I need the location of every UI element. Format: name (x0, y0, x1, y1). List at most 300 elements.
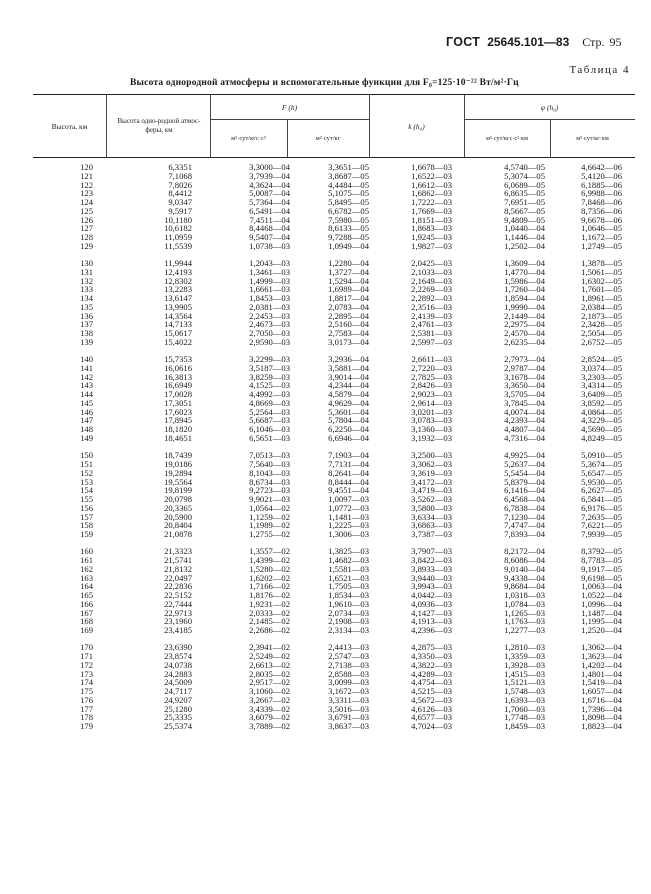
cell-f-unit1: 3,7889—02 (249, 721, 290, 732)
cell-k: 1,8151—03 (411, 214, 452, 225)
cell-height: 127 (80, 223, 93, 234)
cell-phi-unit1: 1,0318—03 (504, 590, 545, 601)
cell-phi-unit1: 1,4515—03 (504, 668, 545, 679)
cell-homogeneous-height: 21,5741 (164, 555, 192, 566)
cell-k: 2,9023—03 (411, 389, 452, 400)
cell-phi-unit1: 5,3074—05 (504, 170, 545, 181)
cell-homogeneous-height: 19,2894 (164, 467, 192, 478)
cell-phi-unit2: 1,4202—04 (581, 659, 622, 670)
cell-k: 2,2892—03 (411, 293, 452, 304)
cell-phi-unit1: 2,6235—04 (504, 336, 545, 347)
cell-f-unit2: 1,3006—03 (328, 529, 369, 540)
cell-k: 1,9245—03 (411, 232, 452, 242)
cell-k: 3,3619—03 (411, 467, 452, 478)
cell-k: 4,7024—03 (411, 721, 452, 732)
cell-f-unit2: 1,5294—04 (328, 275, 369, 286)
cell-f-unit2: 2,5160—04 (328, 319, 369, 330)
row-group (33, 547, 635, 635)
cell-k: 1,9827—03 (411, 240, 452, 251)
cell-phi-unit1: 4,7316—04 (504, 432, 545, 443)
cell-phi-unit1: 4,2393—04 (504, 415, 545, 426)
cell-k: 2,7220—03 (411, 362, 452, 373)
cell-f-unit1: 2,7050—03 (249, 328, 290, 339)
cell-k: 2,1649—03 (411, 275, 452, 286)
cell-k: 2,7825—03 (411, 371, 452, 382)
cell-phi-unit2: 7,2635—05 (581, 511, 622, 522)
cell-phi-unit2: 2,0384—05 (581, 301, 622, 312)
cell-f-unit1: 1,5280—02 (249, 563, 290, 574)
cell-phi-unit1: 4,4807—04 (504, 424, 545, 435)
cell-phi-unit1: 7,4747—04 (504, 520, 545, 531)
cell-height: 133 (80, 284, 93, 295)
cell-phi-unit1: 1,5121—03 (504, 677, 545, 688)
cell-homogeneous-height: 9,0347 (168, 197, 192, 207)
cell-f-unit1: 1,7166—02 (249, 581, 290, 592)
cell-phi-unit2: 1,8098—04 (581, 712, 622, 723)
cell-k: 3,7387—03 (411, 529, 452, 540)
cell-phi-unit1: 8,5667—05 (504, 205, 545, 216)
cell-height: 173 (80, 668, 93, 679)
cell-height: 176 (80, 694, 93, 705)
cell-f-unit1: 3,2299—03 (249, 354, 290, 365)
cell-height: 143 (80, 380, 93, 391)
cell-homogeneous-height: 7,1068 (168, 170, 192, 181)
cell-f-unit2: 8,2641—04 (328, 467, 369, 478)
cell-phi-unit2: 1,7396—04 (581, 703, 622, 714)
cell-f-unit2: 4,5879—04 (328, 389, 369, 400)
cell-homogeneous-height: 20,5900 (164, 511, 192, 522)
cell-f-unit2: 2,7583—04 (328, 328, 369, 339)
cell-phi-unit1: 6,7838—04 (504, 502, 545, 513)
col-header-k: k (h₀) (408, 121, 425, 131)
cell-phi-unit2: 1,0646—05 (581, 223, 622, 234)
cell-homogeneous-height: 20,3365 (164, 502, 192, 513)
cell-f-unit2: 5,3601—04 (328, 406, 369, 417)
cell-height: 145 (80, 397, 93, 408)
cell-f-unit2: 8,6133—05 (328, 223, 369, 234)
standard-number: 25645.101—83 (487, 35, 570, 49)
cell-f-unit2: 3,5881—04 (328, 362, 369, 373)
cell-phi-unit1: 1,3928—03 (504, 659, 545, 670)
cell-f-unit1: 3,4339—02 (249, 703, 290, 714)
cell-height: 131 (80, 266, 93, 277)
table-caption: Высота однородной атмосферы и вспомогательные функции для F₀=125·10⁻²² Вт/м²·Гц (130, 78, 519, 88)
cell-f-unit1: 1,6661—03 (249, 284, 290, 295)
cell-phi-unit2: 5,9530—05 (581, 476, 622, 487)
cell-k: 2,9614—03 (411, 397, 452, 408)
cell-f-unit2: 1,8817—04 (328, 293, 369, 304)
table-row (33, 242, 635, 251)
cell-f-unit2: 3,8687—05 (328, 170, 369, 181)
cell-f-unit2: 7,5980—05 (328, 214, 369, 225)
cell-f-unit1: 2,2686—02 (249, 625, 290, 636)
cell-height: 124 (80, 197, 93, 207)
cell-f-unit1: 5,0087—04 (249, 188, 290, 199)
cell-k: 3,1932—03 (411, 432, 452, 443)
cell-f-unit2: 1,6989—04 (328, 284, 369, 295)
cell-phi-unit2: 1,1995—04 (581, 616, 622, 627)
cell-phi-unit1: 8,2172—04 (504, 546, 545, 557)
cell-height: 141 (80, 362, 93, 373)
cell-height: 147 (80, 415, 93, 426)
cell-phi-unit1: 1,8459—03 (504, 721, 545, 732)
cell-k: 3,8422—03 (411, 555, 452, 566)
cell-height: 174 (80, 677, 93, 688)
cell-phi-unit1: 1,3359—03 (504, 651, 545, 662)
cell-k: 4,6577—03 (411, 712, 452, 723)
cell-f-unit1: 4,3624—04 (249, 179, 290, 190)
cell-phi-unit1: 2,2975—04 (504, 319, 545, 330)
cell-f-unit2: 1,4682—03 (328, 555, 369, 566)
cell-k: 3,4172—03 (411, 476, 452, 487)
cell-f-unit2: 2,5747—03 (328, 651, 369, 662)
cell-phi-unit2: 6,5841—05 (581, 494, 622, 505)
cell-height: 135 (80, 301, 93, 312)
cell-phi-unit1: 1,3609—04 (504, 258, 545, 269)
cell-homogeneous-height: 22,0497 (164, 572, 192, 583)
cell-f-unit1: 3,3000—04 (249, 162, 290, 172)
cell-height: 149 (80, 432, 93, 443)
cell-phi-unit2: 1,1487—04 (581, 607, 622, 618)
cell-height: 152 (80, 467, 93, 478)
cell-phi-unit1: 1,1265—03 (504, 607, 545, 618)
cell-phi-unit2: 6,9176—05 (581, 502, 622, 513)
cell-k: 4,3822—03 (411, 659, 452, 670)
cell-k: 4,2875—03 (411, 642, 452, 653)
cell-f-unit1: 1,8453—03 (249, 293, 290, 304)
cell-f-unit1: 1,3557—02 (249, 546, 290, 557)
cell-f-unit2: 6,6782—05 (328, 205, 369, 216)
cell-k: 2,3516—03 (411, 301, 452, 312)
cell-f-unit2: 4,2344—04 (328, 380, 369, 391)
cell-f-unit2: 3,5016—03 (328, 703, 369, 714)
cell-height: 177 (80, 703, 93, 714)
cell-f-unit1: 1,6202—02 (249, 572, 290, 583)
cell-homogeneous-height: 21,8132 (164, 563, 192, 574)
cell-phi-unit1: 1,0784—03 (504, 598, 545, 609)
cell-homogeneous-height: 24,9207 (164, 694, 192, 705)
cell-f-unit1: 5,2564—03 (249, 406, 290, 417)
cell-phi-unit2: 3,0374—05 (581, 362, 622, 373)
cell-height: 120 (80, 162, 93, 172)
cell-phi-unit1: 1,5986—04 (504, 275, 545, 286)
page-number: 95 (609, 35, 622, 49)
cell-phi-unit2: 4,6642—06 (581, 162, 622, 172)
cell-phi-unit2: 5,4120—06 (581, 170, 622, 181)
cell-homogeneous-height: 25,5374 (164, 721, 192, 732)
cell-f-unit1: 9,5407—04 (249, 232, 290, 242)
cell-f-unit1: 2,9517—02 (249, 677, 290, 688)
cell-k: 3,0783—03 (411, 415, 452, 426)
cell-f-unit2: 2,4413—03 (328, 642, 369, 653)
cell-f-unit2: 1,2225—03 (328, 520, 369, 531)
cell-phi-unit1: 2,7973—04 (504, 354, 545, 365)
cell-height: 169 (80, 625, 93, 636)
col-header-phi-unit1: м²·сут/кгс·с²·км (486, 134, 528, 142)
cell-phi-unit2: 4,3229—05 (581, 415, 622, 426)
cell-f-unit1: 2,2453—03 (249, 310, 290, 321)
cell-phi-unit1: 1,4770—04 (504, 266, 545, 277)
cell-f-unit2: 3,0099—03 (328, 677, 369, 688)
cell-k: 4,3350—03 (411, 651, 452, 662)
cell-phi-unit1: 3,3650—04 (504, 380, 545, 391)
cell-phi-unit1: 1,1763—03 (504, 616, 545, 627)
cell-k: 3,6334—03 (411, 511, 452, 522)
cell-homogeneous-height: 14,3564 (164, 310, 192, 321)
cell-phi-unit2: 1,5061—05 (581, 266, 622, 277)
cell-phi-unit1: 7,1230—04 (504, 511, 545, 522)
cell-height: 158 (80, 520, 93, 531)
cell-k: 2,4761—03 (411, 319, 452, 330)
cell-phi-unit2: 1,6057—04 (581, 686, 622, 697)
col-header-phi-unit2: м²·сут/кг·км (576, 134, 609, 142)
cell-f-unit2: 1,8534—03 (328, 590, 369, 601)
col-header-homogeneous-height: Высота одно-родной атмос-феры, км (117, 117, 201, 134)
cell-f-unit2: 2,3134—03 (328, 625, 369, 636)
cell-phi-unit1: 9,4809—05 (504, 214, 545, 225)
cell-phi-unit1: 2,9787—04 (504, 362, 545, 373)
cell-height: 168 (80, 616, 93, 627)
cell-phi-unit2: 7,9939—05 (581, 529, 622, 540)
cell-homogeneous-height: 11,9944 (164, 258, 192, 269)
cell-f-unit2: 9,4551—04 (328, 485, 369, 496)
cell-homogeneous-height: 15,0617 (164, 328, 192, 339)
cell-homogeneous-height: 23,6390 (164, 642, 192, 653)
cell-f-unit2: 9,7288—05 (328, 232, 369, 242)
cell-f-unit1: 6,5651—03 (249, 432, 290, 443)
cell-homogeneous-height: 14,7133 (164, 319, 192, 330)
cell-phi-unit1: 1,7748—03 (504, 712, 545, 723)
cell-height: 159 (80, 529, 93, 540)
cell-homogeneous-height: 22,9713 (164, 607, 192, 618)
cell-homogeneous-height: 15,4022 (164, 336, 192, 347)
cell-phi-unit2: 6,1885—06 (581, 179, 622, 190)
cell-f-unit2: 3,0173—04 (328, 336, 369, 347)
cell-homogeneous-height: 20,8404 (164, 520, 192, 531)
cell-f-unit2: 3,6791—03 (328, 712, 369, 723)
cell-phi-unit2: 1,0522—04 (581, 590, 622, 601)
cell-k: 4,4289—03 (411, 668, 452, 679)
cell-height: 144 (80, 389, 93, 400)
cell-height: 136 (80, 310, 93, 321)
cell-f-unit1: 1,4999—03 (249, 275, 290, 286)
row-group (33, 643, 635, 731)
cell-height: 129 (80, 240, 93, 251)
cell-f-unit1: 1,9231—02 (249, 598, 290, 609)
cell-f-unit2: 6,2250—04 (328, 424, 369, 435)
cell-phi-unit1: 6,8635—05 (504, 188, 545, 199)
cell-phi-unit2: 1,6716—04 (581, 694, 622, 705)
cell-k: 3,9943—03 (411, 581, 452, 592)
row-group (33, 355, 635, 443)
cell-f-unit1: 8,1043—03 (249, 467, 290, 478)
cell-f-unit2: 5,1075—05 (328, 188, 369, 199)
table-row (33, 626, 635, 635)
cell-f-unit2: 2,0734—03 (328, 607, 369, 618)
cell-phi-unit2: 2,6752—05 (581, 336, 622, 347)
cell-height: 130 (80, 258, 93, 269)
cell-phi-unit2: 4,0864—05 (581, 406, 622, 417)
cell-f-unit2: 3,3651—05 (328, 162, 369, 172)
cell-k: 2,1033—03 (411, 266, 452, 277)
cell-k: 4,0442—03 (411, 590, 452, 601)
cell-homogeneous-height: 13,9905 (164, 301, 192, 312)
cell-phi-unit2: 2,1873—05 (581, 310, 622, 321)
cell-k: 4,5215—03 (411, 686, 452, 697)
cell-homogeneous-height: 17,0028 (164, 389, 192, 400)
cell-phi-unit1: 1,6393—03 (504, 694, 545, 705)
cell-phi-unit1: 5,5454—04 (504, 467, 545, 478)
cell-homogeneous-height: 18,4651 (164, 432, 192, 443)
cell-homogeneous-height: 18,1820 (164, 424, 192, 435)
cell-phi-unit1: 1,2810—03 (504, 642, 545, 653)
cell-phi-unit1: 5,2637—04 (504, 459, 545, 470)
cell-f-unit2: 8,8444—04 (328, 476, 369, 487)
cell-homogeneous-height: 22,2836 (164, 581, 192, 592)
cell-k: 2,0425—03 (411, 258, 452, 269)
cell-f-unit1: 6,1046—03 (249, 424, 290, 435)
cell-k: 4,2396—03 (411, 625, 452, 636)
cell-k: 3,6863—03 (411, 520, 452, 531)
cell-homogeneous-height: 6,3351 (168, 162, 192, 172)
cell-f-unit2: 2,2895—04 (328, 310, 369, 321)
cell-phi-unit2: 6,2627—05 (581, 485, 622, 496)
cell-k: 3,1360—03 (411, 424, 452, 435)
cell-k: 3,7907—03 (411, 546, 452, 557)
cell-phi-unit2: 4,5690—05 (581, 424, 622, 435)
cell-f-unit1: 9,2723—03 (249, 485, 290, 496)
cell-phi-unit2: 4,8249—05 (581, 432, 622, 443)
cell-f-unit2: 4,9629—04 (328, 397, 369, 408)
cell-height: 154 (80, 485, 93, 496)
cell-height: 139 (80, 336, 93, 347)
cell-height: 164 (80, 581, 93, 592)
cell-f-unit2: 1,0097—03 (328, 494, 369, 505)
cell-phi-unit2: 1,2520—04 (581, 625, 622, 636)
cell-phi-unit2: 8,3792—05 (581, 546, 622, 557)
cell-phi-unit1: 9,8684—04 (504, 581, 545, 592)
cell-homogeneous-height: 13,2283 (164, 284, 192, 295)
cell-f-unit1: 3,2667—02 (249, 694, 290, 705)
cell-f-unit1: 4,4992—03 (249, 389, 290, 400)
cell-f-unit1: 1,1259—02 (249, 511, 290, 522)
cell-height: 161 (80, 555, 93, 566)
cell-phi-unit2: 3,6409—05 (581, 389, 622, 400)
cell-k: 1,6522—03 (411, 170, 452, 181)
cell-f-unit2: 2,1908—03 (328, 616, 369, 627)
cell-height: 153 (80, 476, 93, 487)
cell-height: 137 (80, 319, 93, 330)
cell-f-unit1: 8,4468—04 (249, 223, 290, 234)
cell-f-unit2: 5,8495—05 (328, 197, 369, 207)
cell-k: 4,0936—03 (411, 598, 452, 609)
cell-homogeneous-height: 11,5539 (164, 240, 192, 251)
cell-phi-unit2: 2,3428—05 (581, 319, 622, 330)
cell-f-unit1: 2,8035—02 (249, 668, 290, 679)
cell-height: 122 (80, 179, 93, 190)
cell-height: 140 (80, 354, 93, 365)
col-header-height: Высота, км (51, 121, 88, 131)
cell-f-unit2: 3,3311—03 (328, 694, 369, 705)
cell-k: 1,6612—03 (411, 179, 452, 190)
cell-phi-unit1: 1,7260—04 (504, 284, 545, 295)
cell-f-unit1: 4,8669—03 (249, 397, 290, 408)
cell-k: 1,7222—03 (411, 197, 452, 207)
cell-f-unit2: 3,2936—04 (328, 354, 369, 365)
cell-f-unit2: 2,0783—04 (328, 301, 369, 312)
cell-k: 4,5672—03 (411, 694, 452, 705)
cell-k: 4,1427—03 (411, 607, 452, 618)
col-header-phi: φ (h₀) (540, 102, 559, 112)
table-row (33, 338, 635, 347)
cell-phi-unit1: 1,7060—03 (504, 703, 545, 714)
cell-f-unit1: 9,9021—03 (249, 494, 290, 505)
cell-f-unit1: 2,6613—02 (249, 659, 290, 670)
cell-phi-unit2: 1,7601—05 (581, 284, 622, 295)
cell-k: 2,8426—03 (411, 380, 452, 391)
cell-f-unit1: 5,6687—03 (249, 415, 290, 426)
cell-f-unit2: 1,2280—04 (328, 258, 369, 269)
cell-k: 3,3062—03 (411, 459, 452, 470)
cell-f-unit2: 1,1481—03 (328, 511, 369, 522)
cell-f-unit1: 7,5640—03 (249, 459, 290, 470)
cell-f-unit1: 5,7364—04 (249, 197, 290, 207)
cell-f-unit1: 8,6734—03 (249, 476, 290, 487)
cell-phi-unit2: 1,0996—04 (581, 598, 622, 609)
cell-k: 2,5381—03 (411, 328, 452, 339)
cell-f-unit1: 1,2043—03 (249, 258, 290, 269)
cell-f-unit1: 3,1060—02 (249, 686, 290, 697)
cell-homogeneous-height: 16,0616 (164, 362, 192, 373)
cell-phi-unit1: 2,4570—04 (504, 328, 545, 339)
cell-phi-unit1: 3,1678—04 (504, 371, 545, 382)
cell-homogeneous-height: 22,5152 (164, 590, 192, 601)
cell-homogeneous-height: 24,0738 (164, 659, 192, 670)
cell-k: 3,5800—03 (411, 502, 452, 513)
cell-homogeneous-height: 16,6949 (164, 380, 192, 391)
cell-phi-unit2: 1,1672—05 (581, 232, 622, 242)
cell-f-unit2: 1,0772—03 (328, 502, 369, 513)
cell-phi-unit1: 1,5748—03 (504, 686, 545, 697)
col-header-f: F (h) (281, 102, 298, 112)
cell-f-unit2: 1,3727—04 (328, 266, 369, 277)
header-bottom-rule (33, 157, 635, 158)
cell-k: 1,6678—03 (411, 162, 452, 172)
cell-phi-unit1: 7,6951—05 (504, 197, 545, 207)
cell-height: 167 (80, 607, 93, 618)
cell-f-unit1: 7,4511—04 (249, 214, 290, 225)
cell-height: 125 (80, 205, 93, 216)
cell-k: 3,5262—03 (411, 494, 452, 505)
table-row (33, 722, 635, 731)
cell-homogeneous-height: 25,1280 (164, 703, 192, 714)
cell-height: 162 (80, 563, 93, 574)
cell-phi-unit1: 1,0440—04 (504, 223, 545, 234)
cell-f-unit2: 5,7804—04 (328, 415, 369, 426)
cell-phi-unit2: 5,0910—05 (581, 450, 622, 461)
row-group (33, 259, 635, 347)
page-header (446, 35, 636, 51)
cell-height: 138 (80, 328, 93, 339)
cell-f-unit1: 2,5249—02 (249, 651, 290, 662)
cell-phi-unit2: 1,6302—05 (581, 275, 622, 286)
cell-homogeneous-height: 12,4193 (164, 266, 192, 277)
cell-height: 160 (80, 546, 93, 557)
table-row (33, 530, 635, 539)
cell-phi-unit1: 1,9990—04 (504, 301, 545, 312)
cell-homogeneous-height: 24,5009 (164, 677, 192, 688)
cell-phi-unit2: 3,2303—05 (581, 371, 622, 382)
